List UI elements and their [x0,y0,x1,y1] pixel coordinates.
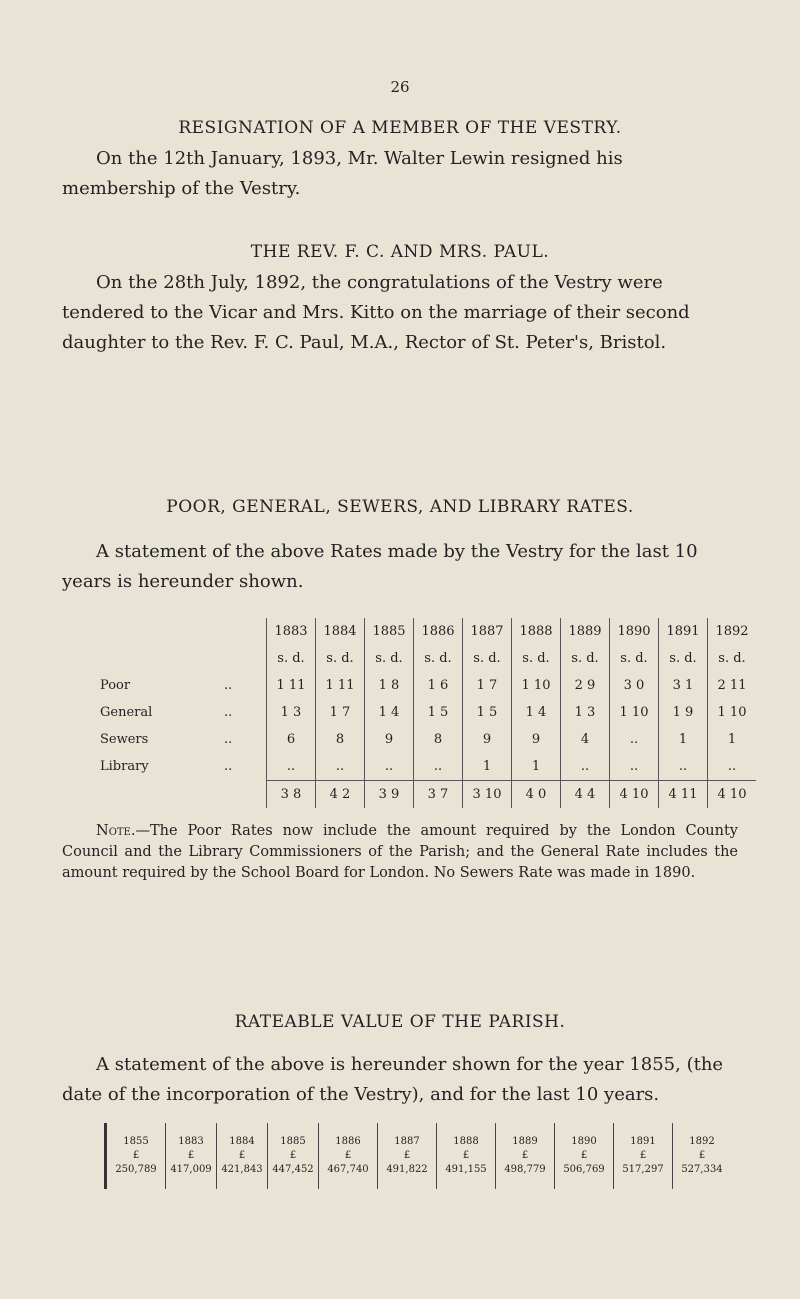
rate-value: 1 5 [463,699,512,726]
rate-label: Library [100,759,149,775]
leader-dots: .. [224,759,233,775]
rate-value: .. [267,753,316,781]
unit-header: s. d. [659,645,708,672]
rateable-unit: £ [238,1150,246,1161]
empty-cell [60,645,222,672]
empty-cell [60,781,222,809]
year-header: 1883 [267,618,316,645]
unit-header: s. d. [267,645,316,672]
rate-value: 1 10 [708,699,757,726]
rates-row [60,672,756,699]
rate-value: .. [561,753,610,781]
rateable-value: 467,740 [327,1164,369,1175]
leader-dots: .. [224,732,233,747]
rate-total: 4 0 [512,781,561,809]
rate-value: 1 6 [414,672,463,699]
page-number: 26 [390,78,410,96]
rates-row [60,726,756,753]
rate-value: 8 [414,726,463,753]
rateable-cell [437,1123,496,1189]
rate-total: 3 10 [463,781,512,809]
resignation-text: On the 12th January, 1893, Mr. Walter Lewin resigned his membership of the Vestry. [62,148,623,199]
empty-cell [222,781,267,809]
rateable-year: 1890 [571,1136,597,1147]
rateable-value: 498,779 [504,1164,546,1175]
rateable-year: 1887 [394,1136,420,1147]
year-header: 1891 [659,618,708,645]
rateable-year: 1884 [229,1136,255,1147]
rateable-cell [496,1123,555,1189]
rateable-cell [106,1123,166,1189]
rate-total: 3 7 [414,781,463,809]
rateable-cell [673,1123,732,1189]
rate-total: 4 10 [708,781,757,809]
rate-value: .. [316,753,365,781]
unit-header: s. d. [316,645,365,672]
rate-value: 1 10 [512,672,561,699]
rate-value: 1 8 [365,672,414,699]
rate-value: 1 [512,753,561,781]
rate-value: 3 0 [610,672,659,699]
paul-heading: THE REV. F. C. AND MRS. PAUL. [250,242,550,262]
rate-value: .. [414,753,463,781]
rate-value: 1 3 [267,699,316,726]
rate-value: 1 7 [463,672,512,699]
rateable-cell [555,1123,614,1189]
year-header: 1886 [414,618,463,645]
rateable-unit: £ [462,1150,470,1161]
rateable-cell [166,1123,217,1189]
rates-heading: POOR, GENERAL, SEWERS, AND LIBRARY RATES. [166,497,634,517]
rateable-unit: £ [403,1150,411,1161]
note-paragraph [62,821,738,884]
rateable-year: 1886 [335,1136,361,1147]
rateable-value: 517,297 [622,1164,664,1175]
empty-cell [222,618,267,645]
rateable-year: 1888 [453,1136,479,1147]
rateable-value: 491,155 [445,1164,487,1175]
rateable-year: 1892 [689,1136,715,1147]
rateable-unit: £ [639,1150,647,1161]
year-header: 1890 [610,618,659,645]
unit-header: s. d. [512,645,561,672]
rates-paragraph [62,537,738,597]
rateable-value: 250,789 [115,1164,157,1175]
rate-label: General [100,705,153,720]
rateable-unit: £ [132,1150,140,1161]
rateable-row [106,1123,732,1189]
rateable-heading: RATEABLE VALUE OF THE PARISH. [234,1012,566,1032]
rateable-value: 421,843 [221,1164,263,1175]
rate-value: .. [708,753,757,781]
rate-value: 2 11 [708,672,757,699]
rates-text: A statement of the above Rates made by the Vestry for the last 10 years is hereunder shown. [62,541,698,592]
rateable-paragraph [62,1050,738,1110]
leader-dots: .. [224,678,233,693]
year-header: 1884 [316,618,365,645]
rate-total: 4 2 [316,781,365,809]
rates-year-row [60,618,756,645]
leader-dots: .. [224,705,233,720]
rate-value: 1 9 [659,699,708,726]
rateable-unit: £ [289,1150,297,1161]
note-label: Note. [96,823,136,839]
rateable-unit: £ [521,1150,529,1161]
empty-cell [222,645,267,672]
rateable-value: 506,769 [563,1164,605,1175]
rate-total: 3 9 [365,781,414,809]
year-header: 1887 [463,618,512,645]
resignation-paragraph [62,144,738,204]
rates-total-row [60,781,756,809]
rate-value: 6 [267,726,316,753]
rate-value: 3 1 [659,672,708,699]
rateable-cell [319,1123,378,1189]
rate-value: 9 [463,726,512,753]
rateable-unit: £ [698,1150,706,1161]
year-header: 1889 [561,618,610,645]
unit-header: s. d. [561,645,610,672]
empty-cell [60,618,222,645]
rateable-value: 447,452 [272,1164,314,1175]
rateable-value: 417,009 [170,1164,212,1175]
rate-value: 1 4 [365,699,414,726]
rate-value: 1 11 [316,672,365,699]
rate-value: 1 5 [414,699,463,726]
unit-header: s. d. [463,645,512,672]
rate-label: Sewers [100,732,149,747]
paul-paragraph [62,268,738,358]
rateable-value: 491,822 [386,1164,428,1175]
rateable-unit: £ [580,1150,588,1161]
rate-total: 4 4 [561,781,610,809]
rate-value: 1 4 [512,699,561,726]
unit-header: s. d. [365,645,414,672]
rateable-unit: £ [187,1150,195,1161]
rate-value: 1 11 [267,672,316,699]
rate-value: .. [610,726,659,753]
rate-value: 1 7 [316,699,365,726]
rates-unit-row [60,645,756,672]
rate-value: 1 3 [561,699,610,726]
rate-value: 9 [512,726,561,753]
resignation-heading: RESIGNATION OF A MEMBER OF THE VESTRY. [178,118,622,138]
rate-value: 4 [561,726,610,753]
rateable-cell [378,1123,437,1189]
year-header: 1885 [365,618,414,645]
rate-total: 4 11 [659,781,708,809]
rateable-cell [217,1123,268,1189]
unit-header: s. d. [708,645,757,672]
rateable-text: A statement of the above is hereunder shown for the year 1855, (the date of the incorporation of the Vestry), and for the last 10 years. [62,1054,724,1105]
rateable-cell [268,1123,319,1189]
rate-value: 1 10 [610,699,659,726]
year-header: 1892 [708,618,757,645]
rates-table [60,618,756,808]
rateable-value: 527,334 [681,1164,723,1175]
rateable-year: 1889 [512,1136,538,1147]
rate-value: 8 [316,726,365,753]
rate-value: .. [365,753,414,781]
paul-text: On the 28th July, 1892, the congratulations of the Vestry were tendered to the Vicar and Mrs. Kitto on the marriage of their second daughter to the Rev. F. C. Paul, M.A., Rector of St. Peter's, Bristol. [62,272,690,353]
year-header: 1888 [512,618,561,645]
rate-label: Poor [100,678,131,693]
rateable-year: 1885 [280,1136,306,1147]
rate-value: 1 [708,726,757,753]
rate-value: 9 [365,726,414,753]
unit-header: s. d. [414,645,463,672]
note-text: —The Poor Rates now include the amount required by the London County Council and the Library Commissioners of the Parish; and the General Rate includes the amount required by the School Board for London. No Sewers Rate was made in 1890. [62,823,738,881]
rateable-cell [614,1123,673,1189]
rates-row [60,753,756,781]
unit-header: s. d. [610,645,659,672]
rate-value: 2 9 [561,672,610,699]
rate-value: 1 [463,753,512,781]
rateable-year: 1855 [123,1136,149,1147]
rate-value: .. [659,753,708,781]
rates-row [60,699,756,726]
rate-value: .. [610,753,659,781]
rateable-year: 1891 [630,1136,656,1147]
rate-total: 4 10 [610,781,659,809]
rateable-unit: £ [344,1150,352,1161]
rate-total: 3 8 [267,781,316,809]
rate-value: 1 [659,726,708,753]
rateable-year: 1883 [178,1136,204,1147]
rateable-table [104,1123,731,1189]
